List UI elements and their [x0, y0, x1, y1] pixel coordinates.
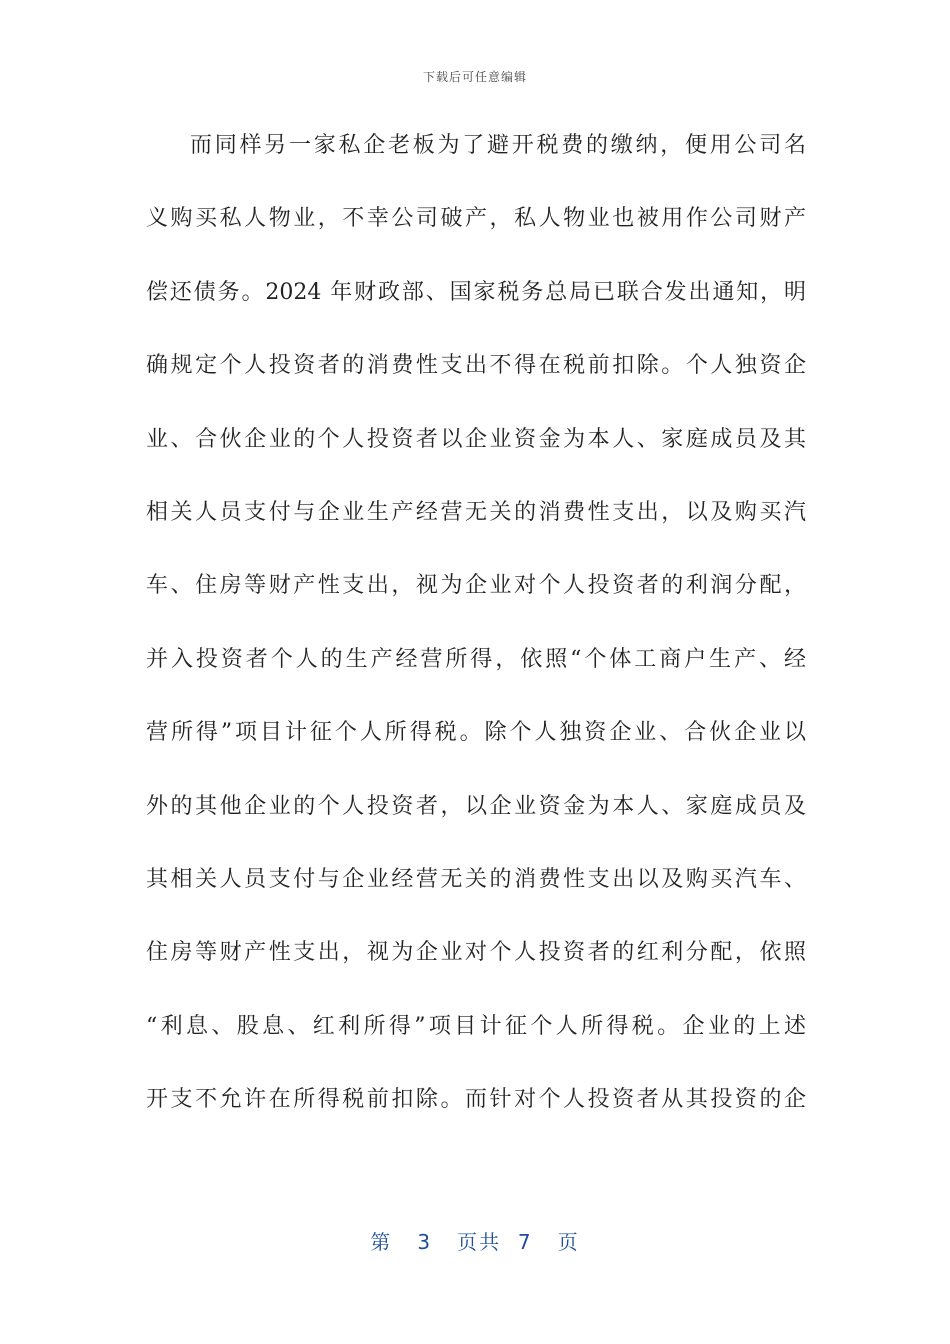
paragraph-line: 住房等财产性支出，视为企业对个人投资者的红利分配，依照 — [146, 940, 806, 966]
paragraph-line: 而同样另一家私企老板为了避开税费的缴纳，便用公司名 — [190, 133, 806, 158]
footer-total-pages: 7 — [517, 1230, 533, 1254]
paragraph-line: 义购买私人物业，不幸公司破产，私人物业也被用作公司财产 — [146, 206, 806, 232]
footer-suffix: 页 — [557, 1230, 580, 1254]
footer-prefix: 第 — [370, 1230, 393, 1254]
paragraph-line: 偿还债务。2024 年财政部、国家税务总局已联合发出通知，明 — [146, 279, 806, 305]
paragraph-line: 并入投资者个人的生产经营所得，依照“个体工商户生产、经 — [146, 646, 806, 672]
document-body — [146, 128, 806, 1155]
paragraph-line: 业、合伙企业的个人投资者以企业资金为本人、家庭成员及其 — [146, 426, 806, 452]
page-footer — [0, 1226, 950, 1255]
paragraph-line: “利息、股息、红利所得”项目计征个人所得税。企业的上述 — [146, 1013, 806, 1039]
paragraph-line: 开支不允许在所得税前扣除。而针对个人投资者从其投资的企 — [146, 1087, 806, 1113]
footer-middle: 页共 — [457, 1230, 502, 1254]
paragraph-line: 确规定个人投资者的消费性支出不得在税前扣除。个人独资企 — [146, 353, 806, 379]
paragraph-line: 其相关人员支付与企业经营无关的消费性支出以及购买汽车、 — [146, 866, 806, 892]
paragraph-line: 相关人员支付与企业生产经营无关的消费性支出，以及购买汽 — [146, 499, 806, 525]
page-header: 下载后可任意编辑 — [422, 70, 527, 84]
footer-page-number: 3 — [417, 1230, 433, 1254]
paragraph-line: 营所得”项目计征个人所得税。除个人独资企业、合伙企业以 — [146, 720, 806, 746]
paragraph-line: 外的其他企业的个人投资者，以企业资金为本人、家庭成员及 — [146, 793, 806, 819]
paragraph-line: 车、住房等财产性支出，视为企业对个人投资者的利润分配， — [146, 573, 806, 599]
